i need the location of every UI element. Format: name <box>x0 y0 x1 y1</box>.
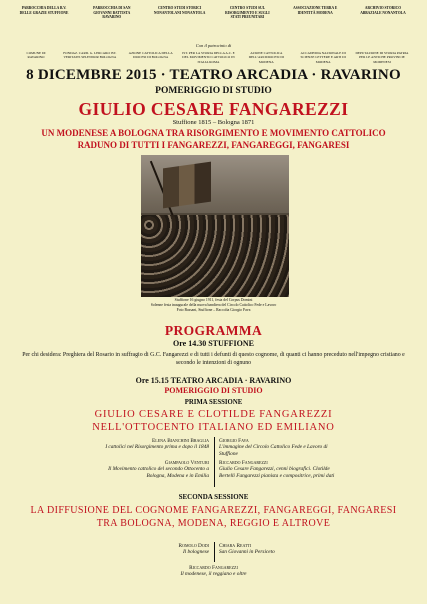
patron: ACCADEMIA NAZIONALE DI SCIENZE LETTERE E ARTI DI MODENA <box>300 51 346 64</box>
organizer: PARROCCHIA DELLA B.V. DELLE GRAZIE STUFFIONE <box>19 6 69 15</box>
organizers-row <box>18 6 409 20</box>
session-type: POMERIGGIO DI STUDIO <box>155 86 272 96</box>
patrons-row <box>18 51 409 64</box>
speaker <box>219 460 341 479</box>
event-date: 8 DICEMBRE 2015 · TEATRO ARCADIA · RAVARINO <box>26 67 401 83</box>
speaker-name: Romolo Dodi <box>178 543 209 549</box>
organizer: ASSOCIAZIONE TERRA E IDENTITÀ MODENA <box>293 6 338 15</box>
organizer: ARCHIVIO STORICO ABBAZIALE NONANTOLA <box>360 6 406 15</box>
caption-line: Solenne festa inaugurale della nuova bandiera del Circolo Cattolico Fede e Lavoro <box>150 302 277 307</box>
prima-title-line2: NELL'OTTOCENTO ITALIANO ED EMILIANO <box>92 422 335 433</box>
prima-title-line1: GIULIO CESARE E CLOTILDE FANGAREZZI <box>94 409 333 420</box>
caption-line: Stuffione 16 giugno 1911, festa del Corpus Domini <box>174 298 253 302</box>
speaker-topic: I cattolici nel Risorgimento prima e dopo il 1848 <box>105 444 209 451</box>
speaker <box>219 543 319 556</box>
speaker-name: Giampaolo Venturi <box>164 460 209 466</box>
speaker <box>120 543 209 556</box>
organizer: CENTRO STUDI STORICI NONANTOLANI NONANTOLA <box>153 6 206 15</box>
speaker-name: Elena Bianchini Braglia <box>152 438 209 444</box>
organizer: PARROCCHIA DI SAN GIOVANNI BATTISTA RAVARINO <box>93 6 131 20</box>
life-dates: Stuffione 1815 – Bologna 1871 <box>172 119 255 126</box>
photo-crowd <box>141 215 289 297</box>
patron: AZIONE CATTOLICA DELLA DIOCESI DI BOLOGNA <box>128 51 173 60</box>
seconda-title-line1: LA DIFFUSIONE DEL COGNOME FANGAREZZI, FANGAREGGI, FANGARESI <box>30 505 397 516</box>
speaker-name: Giorgio Fava <box>219 438 249 444</box>
speaker <box>0 565 427 578</box>
programma-heading: PROGRAMMA <box>164 323 263 338</box>
prayer-text: Per chi desidera: Preghiera del Rosario in suffragio di G.C. Fangarezzi e di tutti i defunti di questo cognome, di quanti ci hanno preceduto nell'impegno cristiano e secondo le intenzioni di ognuno <box>22 352 405 367</box>
speaker <box>219 438 341 457</box>
speaker-name: Chiara Reatti <box>219 543 252 549</box>
subtitle-line2: RADUNO DI TUTTI I FANGAREZZI, FANGAREGGI, FANGARESI <box>77 140 350 150</box>
speakers-divider <box>214 437 215 487</box>
speaker <box>99 460 209 479</box>
organizer: CENTRO STUDI SUL RISORGIMENTO E SUGLI STATI PREUNITARI <box>225 6 270 20</box>
patron: FONDAZ. CARD. G. LERCARO IST. VERITATIS SPLENDOR BOLOGNA <box>63 51 117 60</box>
main-title: GIULIO CESARE FANGAREZZI <box>78 99 349 119</box>
patron: IST. PER LA STORIA DELLA A.C. E DEL MOVIMENTO CATTOLICO IN ITALIA ROMA <box>182 51 235 64</box>
speaker-name: Riccardo Fangarezzi <box>219 460 268 466</box>
seconda-sessione-label: SECONDA SESSIONE <box>178 493 249 501</box>
second-session-type: POMERIGGIO DI STUDIO <box>164 386 263 395</box>
photo-caption <box>0 298 427 312</box>
patron: DEPUTAZIONE DI STORIA PATRIA PER LE ANTICHE PROVINCIE MODENESI <box>355 51 409 64</box>
historic-photo <box>141 155 289 297</box>
patronage-label: Con il patrocinio di <box>195 43 232 48</box>
speaker-topic: L'immagine del Circolo Cattolico Fede e Lavoro di Stuffione <box>219 444 328 457</box>
seconda-title-line2: TRA BOLOGNA, MODENA, REGGIO E ALTROVE <box>96 518 331 529</box>
speaker-topic: Il bolognese <box>182 549 209 556</box>
caption-line: Foto Bassani, Stuffione – Raccolta Giorgio Fava <box>176 307 251 312</box>
prima-sessione-label: PRIMA SESSIONE <box>184 399 243 406</box>
speaker-topic: San Giovanni in Persiceto <box>219 549 275 556</box>
speaker-topic: Giulio Cesare Fangarezzi, cenni biografici. Clotilde Bertelli Fangarezzi pianista e compositrice, primi dati <box>219 466 335 479</box>
patron: AZIONE CATTOLICA DELL'ARCIDIOCESI DI MODENA <box>248 51 284 64</box>
banner-flag <box>163 162 211 209</box>
speaker-topic: Il Movimento cattolico del secondo Ottocento a Bologna, Modena e in Emilia <box>108 466 209 479</box>
speakers-divider <box>214 542 215 562</box>
subtitle-line1: UN MODENESE A BOLOGNA TRA RISORGIMENTO E MOVIMENTO CATTOLICO <box>41 128 386 138</box>
patron: COMUNE DI RAVARINO <box>26 51 46 60</box>
speaker-topic: Il modenese, il reggiano e oltre <box>180 571 247 578</box>
speaker-name: Riccardo Fangarezzi <box>189 565 238 571</box>
first-time: Ore 14.30 STUFFIONE <box>173 339 254 348</box>
speaker <box>99 438 209 451</box>
second-time: Ore 15.15 TEATRO ARCADIA · RAVARINO <box>135 376 292 385</box>
